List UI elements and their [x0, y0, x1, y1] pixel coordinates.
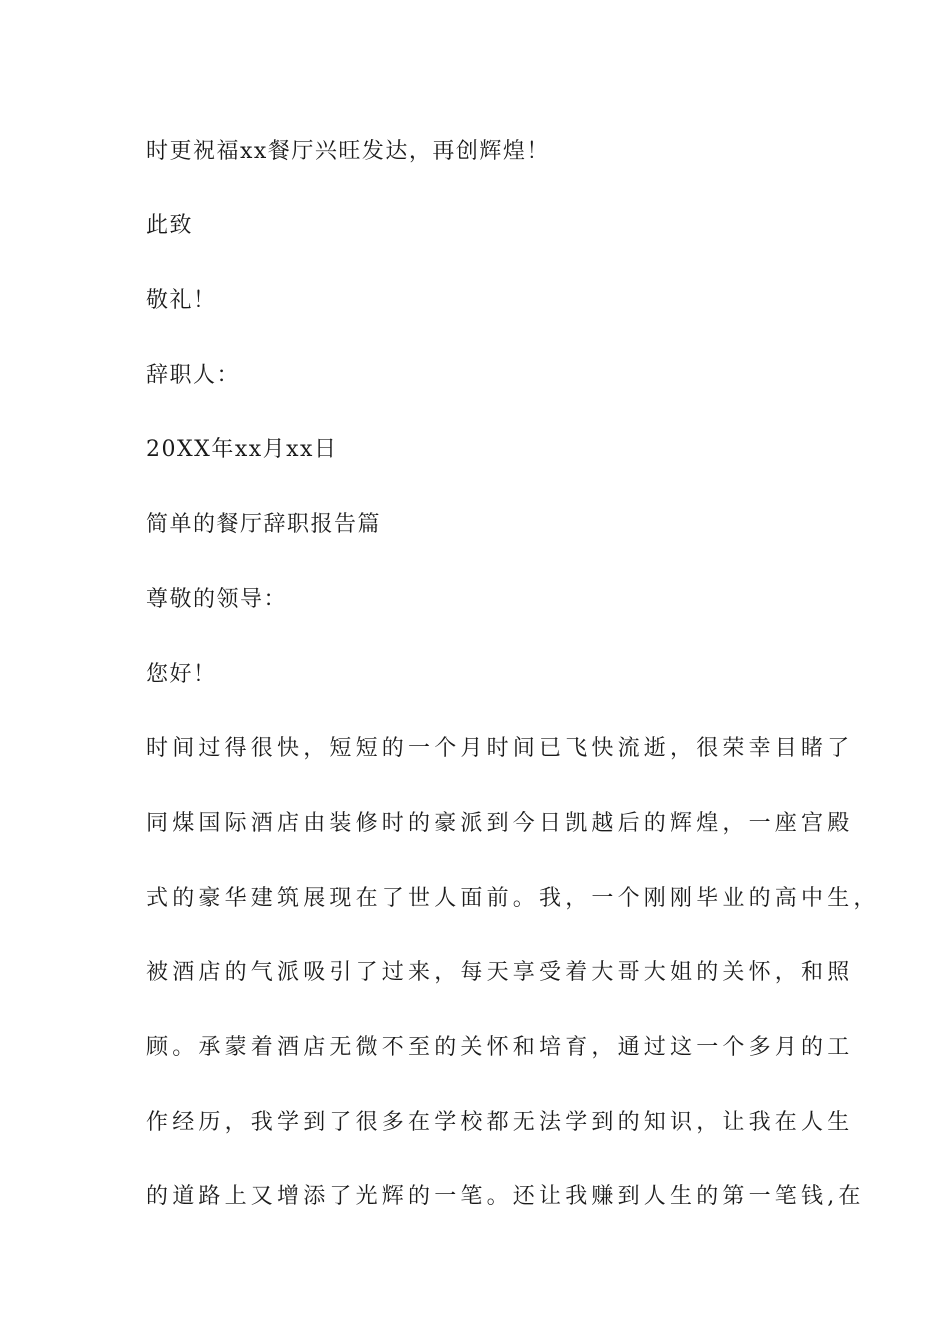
- body-line: 作经历，我学到了很多在学校都无法学到的知识，让我在人生: [146, 1110, 854, 1135]
- body-line: 顾。承蒙着酒店无微不至的关怀和培育，通过这一个多月的工: [146, 1035, 854, 1060]
- section-title: 简单的餐厅辞职报告篇: [146, 512, 382, 537]
- salutation-line: 此致: [146, 213, 194, 238]
- hello-line: 您好！: [146, 662, 217, 687]
- signatory-label: 辞职人：: [146, 363, 241, 388]
- body-line: 时间过得很快，短短的一个月时间已飞快流逝，很荣幸目睹了: [146, 736, 854, 761]
- body-line: 被酒店的气派吸引了过来，每天享受着大哥大姐的关怀，和照: [146, 960, 854, 985]
- body-line: 同煤国际酒店由装修时的豪派到今日凯越后的辉煌，一座宫殿: [146, 811, 854, 836]
- closing-wish-line: 时更祝福xx餐厅兴旺发达，再创辉煌！: [146, 139, 550, 164]
- body-line: 式的豪华建筑展现在了世人面前。我，一个刚刚毕业的高中生，: [146, 886, 880, 911]
- regards-line: 敬礼！: [146, 288, 217, 313]
- date-line: 20XX年xx月xx日: [146, 437, 338, 462]
- body-line: 的道路上又增添了光辉的一笔。还让我赚到人生的第一笔钱,在: [146, 1184, 865, 1209]
- recipient-greeting: 尊敬的领导：: [146, 587, 288, 612]
